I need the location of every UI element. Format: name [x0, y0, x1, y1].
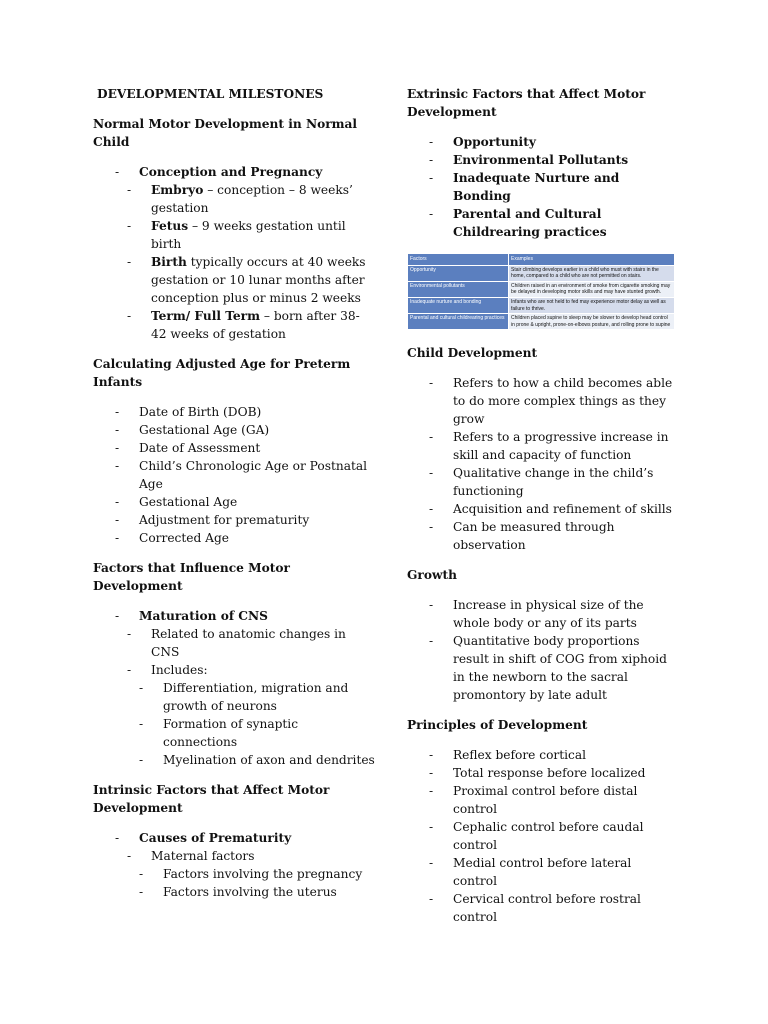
list-item: - Formation of synaptic connections — [139, 717, 299, 749]
list-item: - Differentiation, migration and growth of neurons — [139, 681, 349, 713]
section-heading-principles: Principles of Development — [407, 718, 588, 733]
list-item: - Gestational Age — [115, 495, 238, 509]
left-column — [93, 85, 375, 901]
list-item: - Related to anatomic changes in CNS — [127, 627, 346, 659]
list-item: - Opportunity — [429, 135, 536, 149]
list-item: - Can be measured through observation — [429, 520, 615, 553]
list-item: - Factors involving the uterus — [139, 885, 337, 899]
table-header-factors: Factors — [408, 254, 509, 266]
section-heading-intrinsic-factors: Intrinsic Factors that Affect Motor Development — [93, 783, 330, 815]
list-item: - Cervical control before rostral control — [429, 892, 641, 925]
list-item: - Child’s Chronologic Age or Postnatal Age — [115, 459, 368, 491]
section-heading-growth: Growth — [407, 568, 457, 583]
list-item: - Adjustment for prematurity — [115, 513, 310, 527]
list-item: - Birth typically occurs at 40 weeks gestation or 10 lunar months after conception plus or minus 2 weeks — [127, 255, 366, 305]
list-item: - Parental and Cultural Childrearing practices — [429, 207, 607, 239]
list-item: - Maturation of CNS — [115, 609, 268, 623]
list-item: - Fetus – 9 weeks gestation until birth — [127, 219, 346, 251]
list-item: - Refers to how a child becomes able to do more complex things as they grow — [429, 376, 673, 427]
right-column — [407, 85, 679, 926]
sublist-pregnancy — [93, 181, 375, 343]
sublist-maternal — [93, 865, 375, 901]
section-heading-adjusted-age: Calculating Adjusted Age for Preterm Infants — [93, 357, 351, 389]
list-item: - Embryo – conception – 8 weeks’ gestation — [127, 183, 353, 215]
list-intrinsic-factors — [93, 829, 375, 847]
list-item: - Conception and Pregnancy — [115, 165, 323, 179]
list-item: - Qualitative change in the child’s functioning — [429, 466, 654, 499]
list-item: - Maternal factors — [127, 849, 255, 863]
list-child-development — [407, 374, 679, 554]
list-item: - Term/ Full Term – born after 38-42 weeks of gestation — [127, 309, 360, 341]
list-item: - Causes of Prematurity — [115, 831, 292, 845]
list-item: - Refers to a progressive increase in skill and capacity of function — [429, 430, 669, 463]
list-item: - Myelination of axon and dendrites — [139, 753, 375, 767]
list-normal-motor — [93, 163, 375, 181]
list-item: - Includes: — [127, 663, 208, 677]
sublist-includes — [93, 679, 375, 769]
list-item: - Quantitative body proportions result in shift of COG from xiphoid in the newborn to the sacral promontory by late adult — [429, 634, 667, 703]
list-item: - Date of Birth (DOB) — [115, 405, 262, 419]
section-heading-child-development: Child Development — [407, 346, 538, 361]
sublist-cns — [93, 625, 375, 679]
list-growth — [407, 596, 679, 704]
list-extrinsic-factors — [407, 133, 679, 241]
table-row: Parental and cultural childrearing practices Children placed supine to sleep may be slower to develop head control in prone & upright, prone-on-elbows posture, and rolling prone to supine — [408, 314, 675, 330]
page-title: DEVELOPMENTAL MILESTONES — [97, 87, 324, 101]
list-item: - Environmental Pollutants — [429, 153, 629, 167]
list-principles — [407, 746, 679, 926]
list-item: - Proximal control before distal control — [429, 784, 638, 817]
list-influence-factors — [93, 607, 375, 625]
section-heading-influence-factors: Factors that Influence Motor Development — [93, 561, 290, 593]
list-item: - Factors involving the pregnancy — [139, 867, 363, 881]
list-item: - Date of Assessment — [115, 441, 261, 455]
table-header-examples: Examples — [509, 254, 675, 266]
sublist-prematurity — [93, 847, 375, 865]
table-header-row — [408, 254, 675, 266]
list-item: - Inadequate Nurture and Bonding — [429, 171, 620, 203]
table-row: Opportunity Stair climbing develops earlier in a child who must with stairs in the home, compared to a child who are not permitted on stairs. — [408, 265, 675, 281]
list-item: - Acquisition and refinement of skills — [429, 502, 672, 517]
list-item: - Corrected Age — [115, 531, 229, 545]
list-item: - Medial control before lateral control — [429, 856, 632, 889]
factors-table — [407, 253, 675, 330]
list-item: - Increase in physical size of the whole body or any of its parts — [429, 598, 644, 631]
list-item: - Cephalic control before caudal control — [429, 820, 644, 853]
table-row: Inadequate nurture and bonding Infants who are not held to fed may experience motor delay as well as failure to thrive. — [408, 297, 675, 313]
list-item: - Reflex before cortical — [429, 748, 587, 763]
list-item: - Total response before localized — [429, 766, 646, 781]
section-heading-extrinsic-factors: Extrinsic Factors that Affect Motor Development — [407, 87, 646, 119]
list-adjusted-age — [93, 403, 375, 547]
section-heading-normal-motor: Normal Motor Development in Normal Child — [93, 117, 358, 149]
list-item: - Gestational Age (GA) — [115, 423, 270, 437]
table-row: Environmental pollutants Children raised in an environment of smoke from cigarette smoking may be delayed in developing motor skills and may have stunted growth. — [408, 281, 675, 297]
